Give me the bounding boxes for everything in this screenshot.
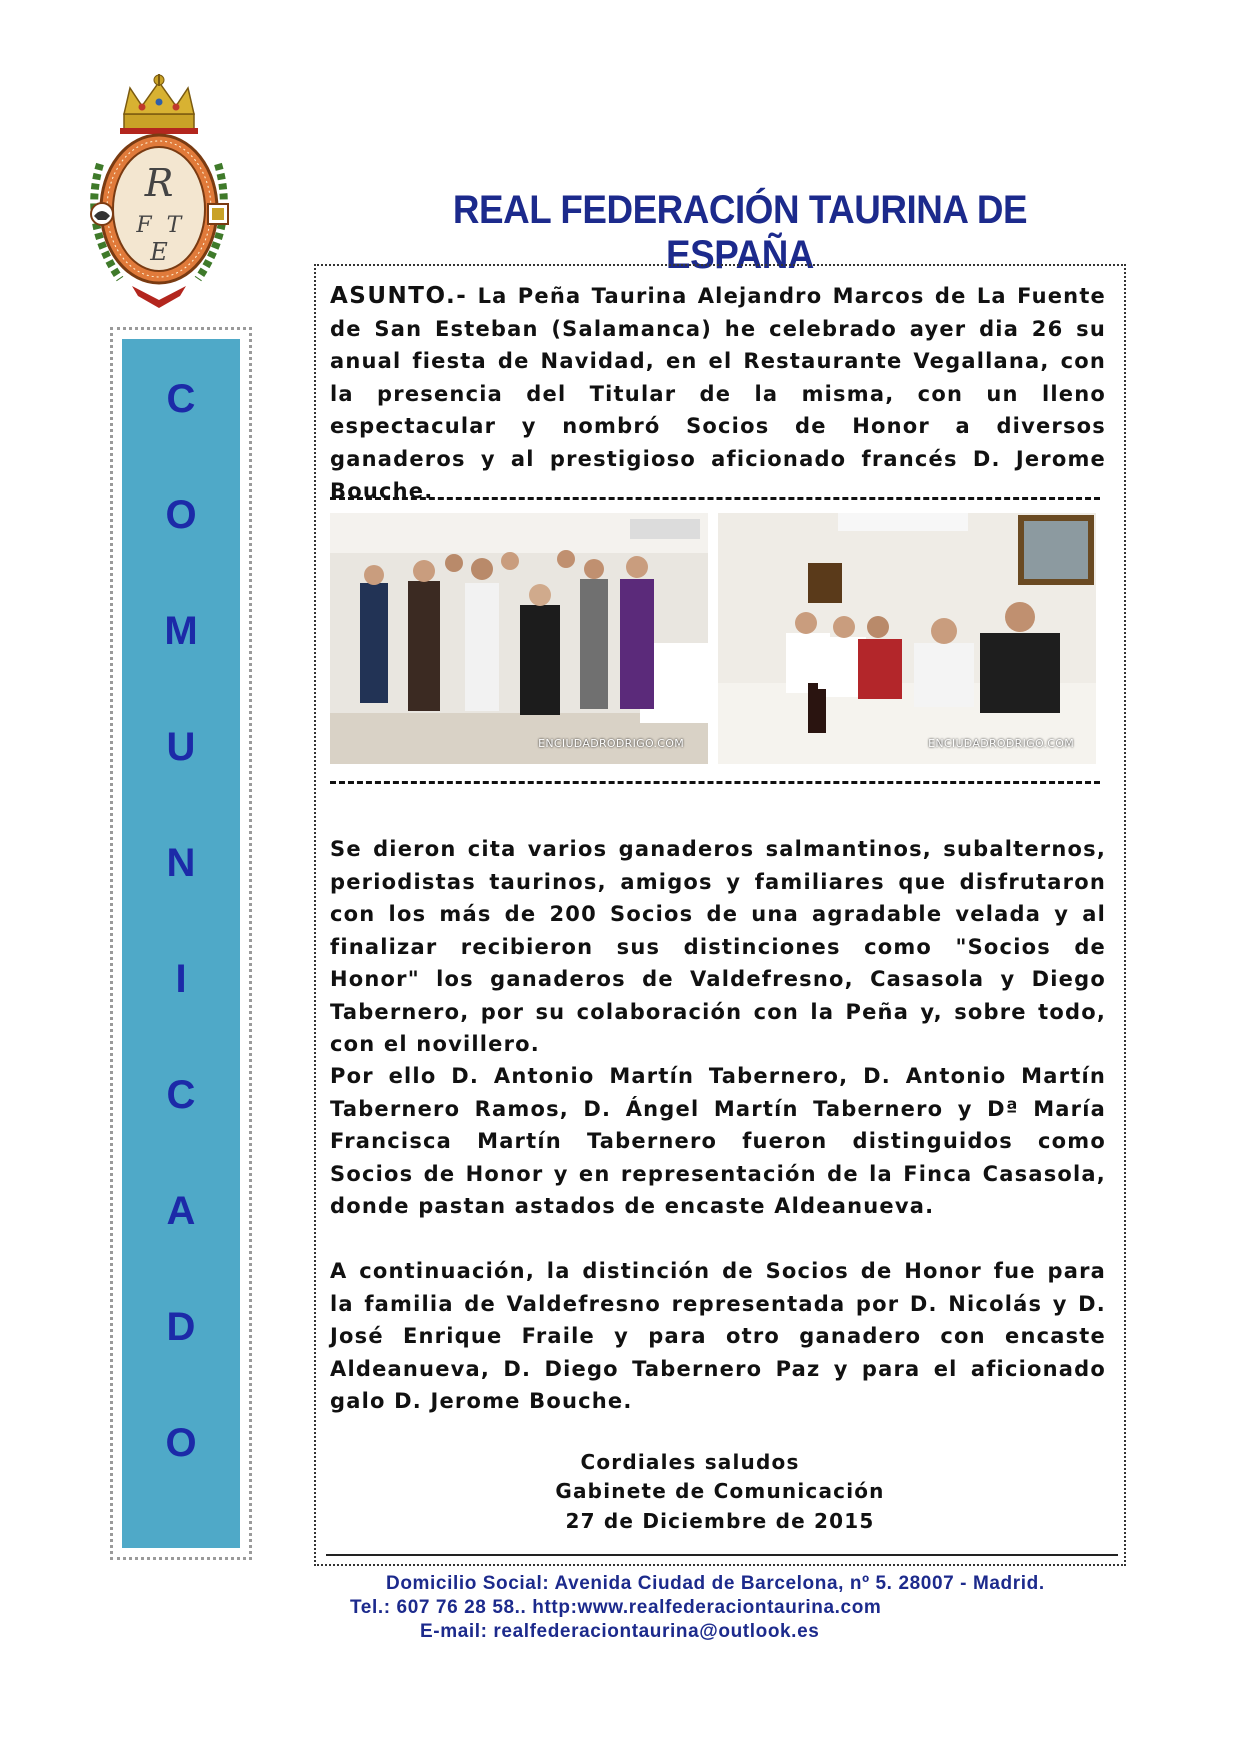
banner-letter: N: [166, 841, 196, 885]
group-photo: [330, 513, 708, 764]
body-paragraph-3: A continuación, la distinción de Socios de Honor fue para la familia de Valdefresno representada por D. Nicolás y D. José Enrique Fraile y para otro ganadero con encaste Aldeanueva, D. Diego Tabernero Paz y para el aficionado galo D. Jerome Bouche.: [330, 1259, 1106, 1413]
crown-icon: [120, 74, 198, 134]
dashed-separator-bottom: [330, 781, 1100, 784]
banner-letter: M: [164, 609, 198, 653]
footer-email[interactable]: E-mail: realfederaciontaurina@outlook.es: [420, 1621, 820, 1642]
asunto-label: ASUNTO.-: [330, 283, 468, 309]
dinner-table-photo: [718, 513, 1096, 764]
banner-letter: U: [166, 725, 196, 769]
footer-address: Domicilio Social: Avenida Ciudad de Barcelona, nº 5. 28007 - Madrid.: [386, 1573, 1045, 1594]
svg-text:F: F: [136, 213, 152, 238]
signature-date: 27 de Diciembre de 2015: [565, 1509, 875, 1533]
body-paragraph-1: Se dieron cita varios ganaderos salmantinos, subalternos, periodistas taurinos, amigos y familiares que disfrutaron con los más de 200 Socios de una agradable velada y al finalizar recibieron sus distinciones como "Socios de Honor" los ganaderos de Valdefresno, Casasola y Diego Tabernero, por su colaboración con la Peña y, sobre todo, con el novillero.: [330, 837, 1106, 1056]
banner-letter: D: [166, 1305, 196, 1349]
signature-greeting: Cordiales saludos: [580, 1450, 800, 1474]
banner-letter: A: [166, 1189, 196, 1233]
banner-letter: O: [165, 493, 197, 537]
photo-credit: ENCIUDADRODRIGO.COM: [538, 737, 684, 750]
comunicado-vertical-banner: [116, 333, 246, 1554]
photo-credit: ENCIUDADRODRIGO.COM: [928, 737, 1074, 750]
svg-text:E: E: [150, 238, 168, 266]
body-paragraph-2: Por ello D. Antonio Martín Tabernero, D. Antonio Martín Tabernero Ramos, D. Ángel Martín Tabernero y Dª María Francisca Martín Tabernero fueron distinguidos como Socios de Honor y en representación de la Finca Casasola, donde pastan astados de encaste Aldeanueva.: [330, 1064, 1106, 1218]
dashed-separator-top: [330, 497, 1100, 500]
banner-letter: I: [175, 957, 187, 1001]
banner-letter: C: [166, 377, 196, 421]
footer-contact[interactable]: Tel.: 607 76 28 58.. http:www.realfederaciontaurina.com: [350, 1597, 882, 1618]
coat-of-arms-logo: [80, 74, 238, 310]
asunto-text: La Peña Taurina Alejandro Marcos de La Fuente de San Esteban (Salamanca) he celebrado ayer dia 26 su anual fiesta de Navidad, en el Restaurante Vegallana, con la presencia del Titular de la misma, con un lleno espectacular y nombró Socios de Honor a diversos ganaderos y al prestigioso aficionado francés D. Jerome Bouche.: [330, 284, 1106, 503]
banner-letter: C: [166, 1073, 196, 1117]
svg-text:T: T: [166, 213, 182, 238]
banner-letter: O: [165, 1421, 197, 1465]
asunto-paragraph: [330, 280, 1106, 508]
content-box-bottom-rule: [326, 1554, 1118, 1556]
signature-department: Gabinete de Comunicación: [555, 1479, 885, 1503]
page-title: REAL FEDERACIÓN TAURINA DE ESPAÑA: [452, 188, 1028, 277]
svg-text:R: R: [144, 161, 174, 205]
